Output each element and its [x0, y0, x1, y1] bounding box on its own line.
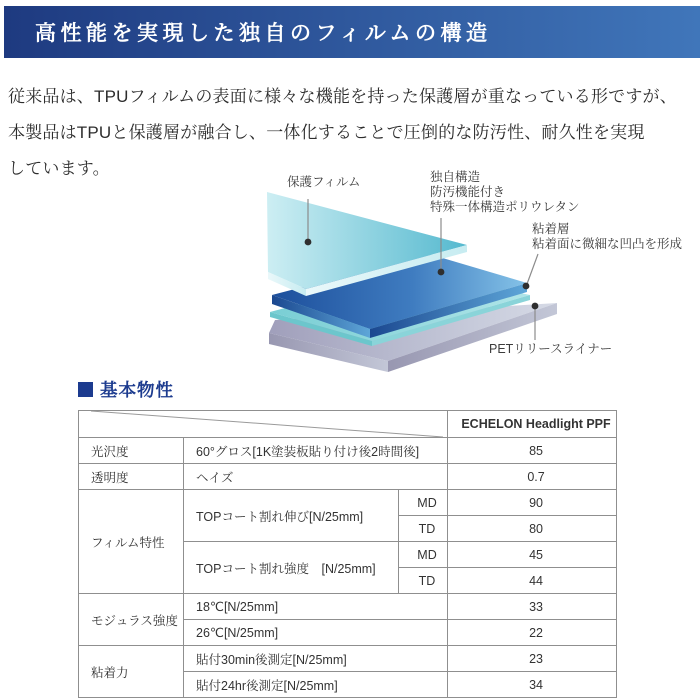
row-test: 26℃[N/25mm] [184, 620, 448, 646]
row-category: 光沢度 [79, 438, 184, 464]
film-structure-diagram [0, 168, 700, 374]
row-value: 85 [448, 438, 617, 464]
row-category: 粘着力 [79, 646, 184, 698]
row-value: 22 [448, 620, 617, 646]
row-value: 80 [448, 516, 617, 542]
row-value: 44 [448, 568, 617, 594]
row-direction: TD [399, 516, 448, 542]
row-direction: TD [399, 568, 448, 594]
section-marker-square-icon [78, 382, 93, 397]
intro-line-2: 本製品はTPUと保護層が融合し、一体化することで圧倒的な防汚性、耐久性を実現 [8, 123, 645, 142]
header-empty-cell [79, 411, 448, 438]
row-direction: MD [399, 490, 448, 516]
page-title: 高性能を実現した独自のフィルムの構造 [35, 21, 492, 45]
diagonal-divider-line [91, 411, 443, 437]
row-category: モジュラス強度 [79, 594, 184, 646]
row-test: 貼付24hr後測定[N/25mm] [184, 672, 448, 698]
label-structure-line3: 特殊一体構造ポリウレタン [430, 200, 580, 214]
row-direction: MD [399, 542, 448, 568]
table-header-row [79, 411, 617, 438]
intro-line-3: しています。 [8, 159, 110, 178]
table-row [79, 594, 617, 620]
row-value: 0.7 [448, 464, 617, 490]
label-structure [430, 170, 580, 215]
label-structure-line1: 独自構造 [430, 170, 481, 184]
label-structure-line2: 防汚機能付き [430, 185, 506, 199]
label-adhesive [532, 222, 682, 252]
title-banner [4, 6, 700, 58]
row-test: ヘイズ [184, 464, 448, 490]
row-value: 23 [448, 646, 617, 672]
section-heading-label: 基本物性 [100, 380, 174, 400]
row-value: 90 [448, 490, 617, 516]
row-category: フィルム特性 [79, 490, 184, 594]
product-column-header: ECHELON Headlight PPF [448, 411, 617, 438]
table-row [79, 490, 617, 516]
row-test: TOPコート割れ強度 [N/25mm] [184, 542, 399, 594]
label-adhesive-line2: 粘着面に微細な凹凸を形成 [532, 237, 683, 251]
label-protective-film: 保護フィルム [287, 175, 361, 189]
intro-line-1: 従来品は、TPUフィルムの表面に様々な機能を持った保護層が重なっている形ですが、 [8, 87, 677, 106]
table-row [79, 464, 617, 490]
row-value: 33 [448, 594, 617, 620]
row-category: 透明度 [79, 464, 184, 490]
row-test: TOPコート割れ伸び[N/25mm] [184, 490, 399, 542]
row-value: 45 [448, 542, 617, 568]
row-test: 貼付30min後測定[N/25mm] [184, 646, 448, 672]
label-adhesive-line1: 粘着層 [532, 222, 570, 236]
section-heading-basic-properties [78, 377, 174, 402]
row-test: 18℃[N/25mm] [184, 594, 448, 620]
row-value: 34 [448, 672, 617, 698]
table-row [79, 438, 617, 464]
table-row [79, 646, 617, 672]
label-pet-liner: PETリリースライナー [489, 342, 613, 356]
row-test: 60°グロス[1K塗装板貼り付け後2時間後] [184, 438, 448, 464]
basic-properties-table [78, 410, 617, 698]
